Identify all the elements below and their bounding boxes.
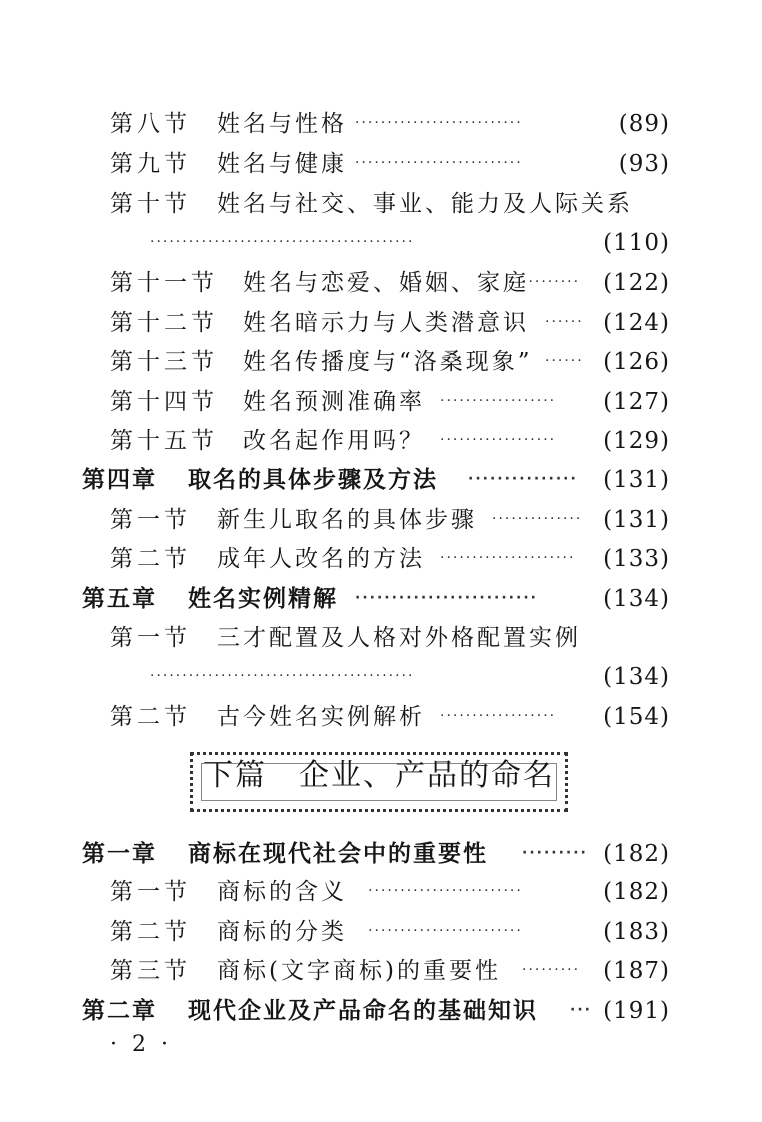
toc-page-number: (126) xyxy=(603,349,670,375)
toc-chapter-entry xyxy=(0,464,670,496)
toc-leader-dots: ········································· xyxy=(150,234,415,250)
toc-section-label: 第二节 xyxy=(110,919,191,945)
toc-page-number: (133) xyxy=(603,546,670,572)
toc-leader-dots: ·················· xyxy=(440,708,557,724)
toc-section-entry xyxy=(0,916,670,948)
toc-page-number: (131) xyxy=(603,507,670,533)
toc-title: 姓名实例精解 xyxy=(188,586,338,612)
toc-section-entry xyxy=(0,188,670,220)
toc-title: 商标(文字商标)的重要性 xyxy=(217,958,501,984)
toc-leader-dots: ·························· xyxy=(355,115,523,131)
toc-page-number: (134) xyxy=(603,586,670,612)
toc-page-number: (131) xyxy=(603,467,670,493)
toc-chapter-entry xyxy=(0,838,670,870)
toc-page-number: (129) xyxy=(603,428,670,454)
toc-title: 姓名传播度与“洛桑现象” xyxy=(243,349,533,375)
toc-section-label: 第十四节 xyxy=(110,389,218,415)
toc-section-entry xyxy=(0,425,670,457)
toc-section-label: 第八节 xyxy=(110,111,191,137)
toc-page-number: (89) xyxy=(618,111,670,137)
toc-section-label: 第一节 xyxy=(110,625,191,651)
toc-title: 商标的含义 xyxy=(217,879,347,905)
toc-section-label: 第十五节 xyxy=(110,428,218,454)
toc-page-number: (127) xyxy=(603,389,670,415)
toc-leader-dots: ·················· xyxy=(440,432,557,448)
toc-page-number: (110) xyxy=(603,230,670,256)
toc-entry-continuation xyxy=(0,661,670,693)
toc-title: 姓名与社交、事业、能力及人际关系 xyxy=(217,191,633,217)
toc-title: 商标的分类 xyxy=(217,919,347,945)
toc-title: 商标在现代社会中的重要性 xyxy=(188,841,488,867)
toc-section-entry xyxy=(0,955,670,987)
toc-section-label: 第一节 xyxy=(110,507,191,533)
toc-page-number: (93) xyxy=(618,151,670,177)
toc-section-entry xyxy=(0,386,670,418)
toc-page-number: (134) xyxy=(603,664,670,690)
toc-section-label: 第十节 xyxy=(110,191,191,217)
toc-section-entry xyxy=(0,622,670,654)
toc-leader-dots: ·················· xyxy=(440,393,557,409)
toc-section-entry xyxy=(0,267,670,299)
toc-title: 姓名预测准确率 xyxy=(243,389,425,415)
toc-leader-dots: ········· xyxy=(522,274,581,290)
toc-section-label: 第四章 xyxy=(82,467,157,493)
toc-leader-dots: ······ xyxy=(545,314,584,330)
toc-section-label: 第三节 xyxy=(110,958,191,984)
toc-title: 成年人改名的方法 xyxy=(217,546,425,572)
toc-section-entry xyxy=(0,346,670,378)
toc-leader-dots: ········· xyxy=(522,962,581,978)
toc-leader-dots: ········· xyxy=(522,845,588,861)
toc-page-number: (182) xyxy=(603,841,670,867)
toc-page-number: (122) xyxy=(603,270,670,296)
toc-section-label: 第十三节 xyxy=(110,349,218,375)
toc-section-label: 第十二节 xyxy=(110,310,218,336)
toc-leader-dots: ··············· xyxy=(468,471,578,487)
toc-leader-dots: ····················· xyxy=(440,550,576,566)
toc-title: 姓名与健康 xyxy=(217,151,347,177)
toc-section-entry xyxy=(0,701,670,733)
toc-title: 新生儿取名的具体步骤 xyxy=(217,507,477,533)
toc-title: 三才配置及人格对外格配置实例 xyxy=(217,625,581,651)
toc-leader-dots: ·························· xyxy=(355,155,523,171)
part-heading-frame xyxy=(190,752,568,812)
toc-page-number: (183) xyxy=(603,919,670,945)
toc-title: 姓名与性格 xyxy=(217,111,347,137)
toc-section-label: 第九节 xyxy=(110,151,191,177)
toc-section-label: 第十一节 xyxy=(110,270,218,296)
toc-page-number: (187) xyxy=(603,958,670,984)
toc-section-entry xyxy=(0,543,670,575)
toc-section-label: 第二节 xyxy=(110,704,191,730)
toc-title: 姓名暗示力与人类潜意识 xyxy=(243,310,529,336)
toc-leader-dots: ························ xyxy=(368,883,523,899)
toc-section-entry xyxy=(0,876,670,908)
toc-leader-dots: ········································· xyxy=(150,668,415,684)
toc-section-label: 第一章 xyxy=(82,841,157,867)
toc-section-label: 第二节 xyxy=(110,546,191,572)
toc-section-label: 第五章 xyxy=(82,586,157,612)
toc-leader-dots: ························ xyxy=(368,923,523,939)
toc-page-number: (154) xyxy=(603,704,670,730)
toc-leader-dots: ························· xyxy=(355,590,538,606)
toc-page-number: (182) xyxy=(603,879,670,905)
toc-title: 现代企业及产品命名的基础知识 xyxy=(188,998,538,1024)
toc-leader-dots: ······ xyxy=(545,353,584,369)
toc-entry-continuation xyxy=(0,227,670,259)
toc-section-entry xyxy=(0,504,670,536)
toc-chapter-entry xyxy=(0,995,670,1027)
toc-leader-dots: ··· xyxy=(570,1002,592,1018)
toc-section-entry xyxy=(0,108,670,140)
toc-section-entry xyxy=(0,148,670,180)
toc-leader-dots: ·············· xyxy=(492,511,583,527)
toc-section-label: 第一节 xyxy=(110,879,191,905)
toc-title: 古今姓名实例解析 xyxy=(217,704,425,730)
toc-title: 取名的具体步骤及方法 xyxy=(188,467,438,493)
toc-chapter-entry xyxy=(0,583,670,615)
toc-page-number: (124) xyxy=(603,310,670,336)
toc-section-label: 第二章 xyxy=(82,998,157,1024)
page-number: · 2 · xyxy=(110,1032,172,1057)
toc-page-number: (191) xyxy=(603,998,670,1024)
toc-title: 改名起作用吗？ xyxy=(243,428,425,454)
toc-title: 姓名与恋爱、婚姻、家庭 xyxy=(243,270,529,296)
toc-section-entry xyxy=(0,307,670,339)
part-heading: 下篇 企业、产品的命名 xyxy=(203,758,555,793)
